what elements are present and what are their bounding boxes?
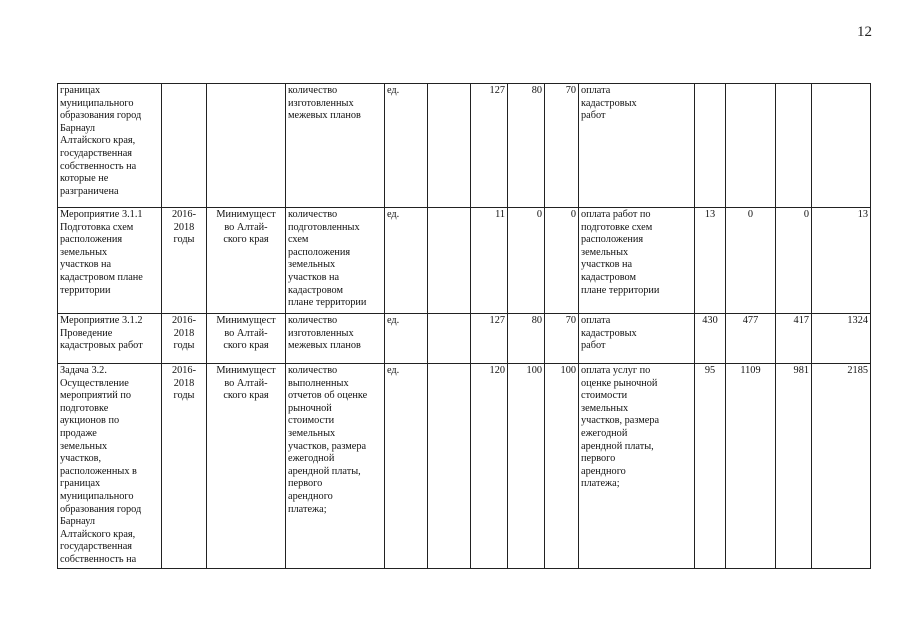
row-indicator-2016-cell: 127	[471, 314, 508, 364]
row-period-cell: 2016- 2018 годы	[162, 314, 207, 364]
row-indicator-2016-cell: 120	[471, 364, 508, 569]
row-funding-2016-cell: 13	[695, 208, 726, 314]
row-indicator-2017-cell: 0	[508, 208, 545, 314]
row-base-value-cell	[428, 208, 471, 314]
row-funding-purpose-cell: оплата кадастровых работ	[579, 84, 695, 208]
row-indicator-cell: количество изготовленных межевых планов	[286, 84, 385, 208]
row-executor-cell: Минимущест во Алтай- ского края	[207, 208, 286, 314]
row-name-cell: Задача 3.2. Осуществление мероприятий по подготовке аукционов по продаже земельных участков, расположенных в границах муниципального образования город Барнаул Алтайского края, государственная собственность на	[58, 364, 162, 569]
row-unit-cell: ед.	[385, 364, 428, 569]
row-funding-2016-cell	[695, 84, 726, 208]
row-funding-total-cell: 1324	[812, 314, 871, 364]
row-base-value-cell	[428, 314, 471, 364]
table-row	[58, 364, 871, 569]
table-row	[58, 84, 871, 208]
row-indicator-2018-cell: 70	[545, 314, 579, 364]
row-unit-cell: ед.	[385, 84, 428, 208]
row-indicator-2018-cell: 70	[545, 84, 579, 208]
row-funding-2017-cell: 477	[726, 314, 776, 364]
row-funding-2016-cell: 430	[695, 314, 726, 364]
row-indicator-2018-cell: 0	[545, 208, 579, 314]
row-funding-purpose-cell: оплата кадастровых работ	[579, 314, 695, 364]
row-funding-2018-cell: 0	[776, 208, 812, 314]
row-period-cell	[162, 84, 207, 208]
row-funding-total-cell	[812, 84, 871, 208]
row-indicator-2017-cell: 80	[508, 84, 545, 208]
row-executor-cell: Минимущест во Алтай- ского края	[207, 314, 286, 364]
table-row	[58, 208, 871, 314]
row-period-cell: 2016- 2018 годы	[162, 208, 207, 314]
row-unit-cell: ед.	[385, 208, 428, 314]
row-executor-cell: Минимущест во Алтай- ского края	[207, 364, 286, 569]
row-executor-cell	[207, 84, 286, 208]
row-unit-cell: ед.	[385, 314, 428, 364]
row-funding-2018-cell: 417	[776, 314, 812, 364]
row-funding-purpose-cell: оплата услуг по оценке рыночной стоимости земельных участков, размера ежегодной арендной платы, первого арендного платежа;	[579, 364, 695, 569]
row-indicator-2016-cell: 127	[471, 84, 508, 208]
row-funding-purpose-cell: оплата работ по подготовке схем расположения земельных участков на кадастровом плане территории	[579, 208, 695, 314]
row-funding-total-cell: 13	[812, 208, 871, 314]
row-indicator-cell: количество выполненных отчетов об оценке рыночной стоимости земельных участков, размера ежегодной арендной платы, первого арендного платежа;	[286, 364, 385, 569]
row-funding-2017-cell	[726, 84, 776, 208]
row-funding-2016-cell: 95	[695, 364, 726, 569]
table-row	[58, 314, 871, 364]
row-indicator-2017-cell: 100	[508, 364, 545, 569]
row-base-value-cell	[428, 84, 471, 208]
row-indicator-cell: количество изготовленных межевых планов	[286, 314, 385, 364]
row-name-cell: границах муниципального образования город Барнаул Алтайского края, государственная собственность на которые не разграничена	[58, 84, 162, 208]
row-funding-2017-cell: 1109	[726, 364, 776, 569]
row-funding-2017-cell: 0	[726, 208, 776, 314]
row-indicator-2018-cell: 100	[545, 364, 579, 569]
row-period-cell: 2016- 2018 годы	[162, 364, 207, 569]
row-funding-2018-cell: 981	[776, 364, 812, 569]
row-indicator-2016-cell: 11	[471, 208, 508, 314]
page-number: 12	[857, 24, 872, 40]
row-funding-2018-cell	[776, 84, 812, 208]
program-measures-table	[57, 83, 871, 569]
row-indicator-2017-cell: 80	[508, 314, 545, 364]
row-name-cell: Мероприятие 3.1.2 Проведение кадастровых работ	[58, 314, 162, 364]
row-base-value-cell	[428, 364, 471, 569]
row-indicator-cell: количество подготовленных схем расположения земельных участков на кадастровом плане территории	[286, 208, 385, 314]
row-name-cell: Мероприятие 3.1.1 Подготовка схем расположения земельных участков на кадастровом плане территории	[58, 208, 162, 314]
row-funding-total-cell: 2185	[812, 364, 871, 569]
